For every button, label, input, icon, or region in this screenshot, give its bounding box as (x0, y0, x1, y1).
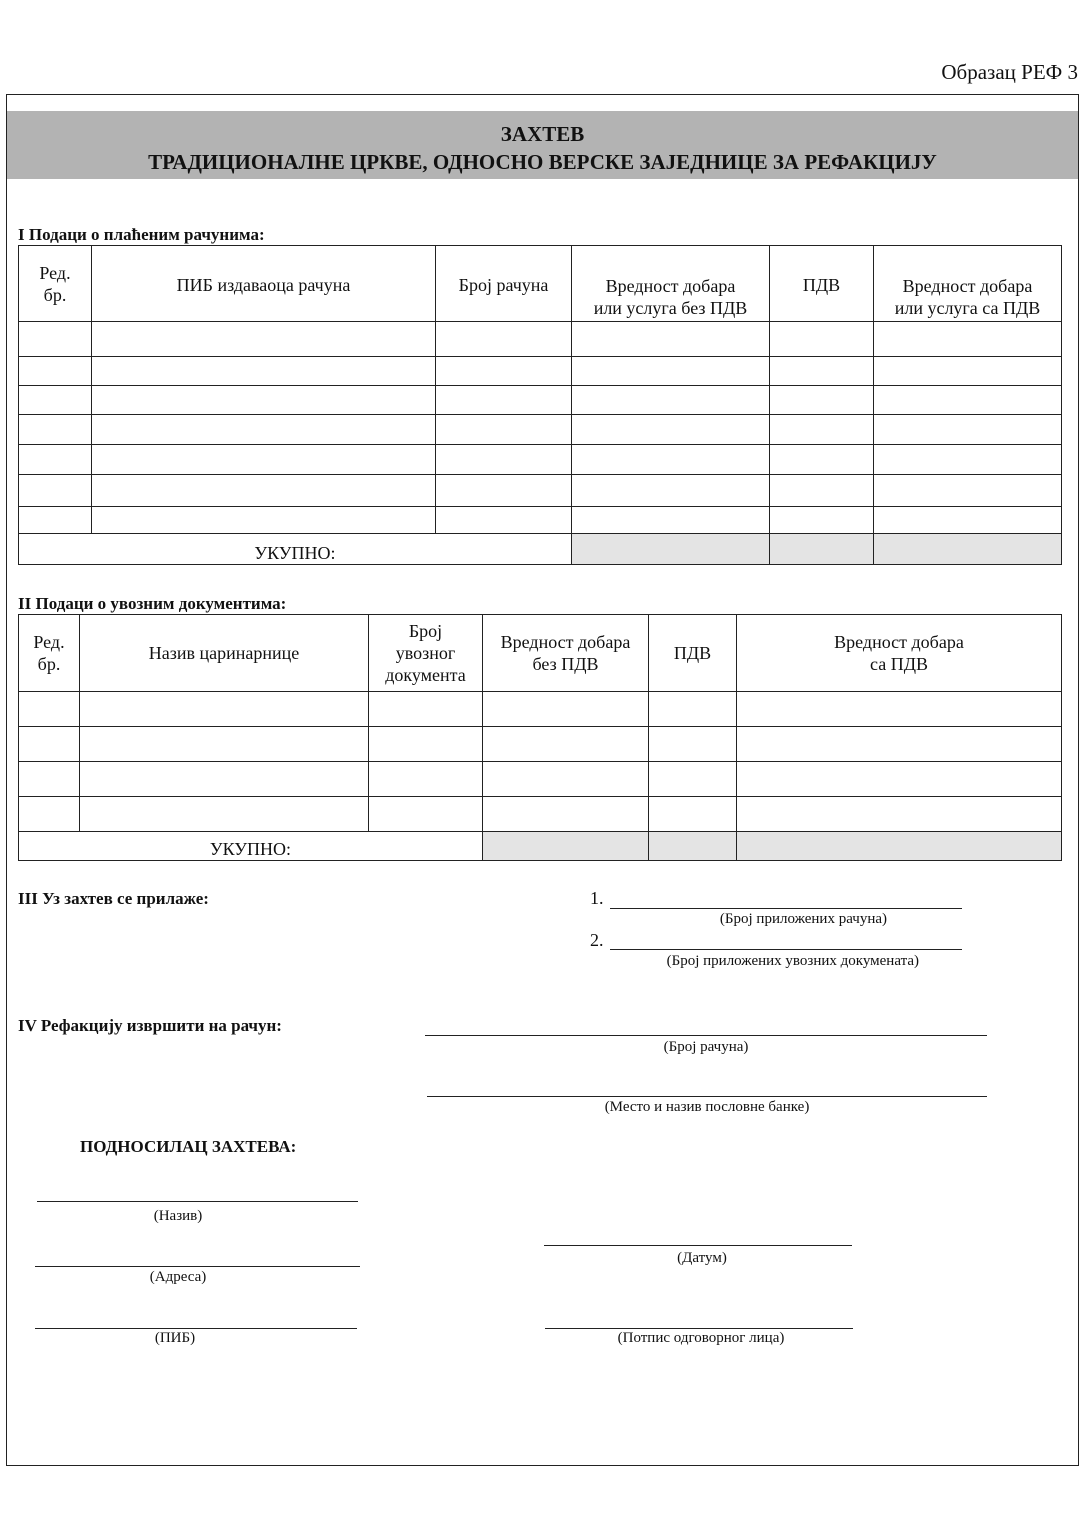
title-line-1: ЗАХТЕВ (500, 122, 585, 146)
table-row (19, 445, 1062, 475)
section-4-heading: IV Рефакцију извршити на рачун: (18, 1016, 282, 1035)
attachment-2-caption: (Број приложених увозних докумената) (666, 953, 919, 969)
applicant-pib-caption: (ПИБ) (154, 1330, 196, 1346)
total-row (19, 534, 1062, 565)
total-pdv[interactable] (770, 534, 874, 565)
form-code: Образац РЕФ 3 (941, 60, 1078, 84)
table-row (19, 797, 1062, 832)
col-header-customs: Назив царинарнице (80, 615, 369, 692)
total-pdv[interactable] (649, 832, 737, 861)
title-line-2: ТРАДИЦИОНАЛНЕ ЦРКВЕ, ОДНОСНО ВЕРСКЕ ЗАЈЕДНИЦЕ ЗА РЕФАКЦИЈУ (148, 150, 937, 174)
bank-line[interactable] (427, 1096, 987, 1097)
form-title (7, 111, 1078, 179)
attachment-1-number: 1. (590, 888, 604, 908)
date-caption: (Датум) (677, 1250, 727, 1266)
col-header-rb: Ред. бр. (19, 615, 80, 692)
total-with-vat[interactable] (874, 534, 1062, 565)
table-row (19, 386, 1062, 415)
total-without-vat[interactable] (572, 534, 770, 565)
applicant-address-line[interactable] (35, 1266, 360, 1267)
applicant-name-caption: (Назив) (153, 1208, 203, 1224)
attachment-2-number: 2. (590, 930, 604, 950)
total-without-vat[interactable] (483, 832, 649, 861)
total-with-vat[interactable] (737, 832, 1062, 861)
table-header-row (19, 246, 1062, 322)
signature-caption: (Потпис одговорног лица) (617, 1330, 785, 1346)
col-header-pib: ПИБ издаваоца рачуна (92, 246, 436, 322)
section-2-heading: II Подаци о увозним документима: (18, 594, 287, 613)
section-3-heading: III Уз захтев се прилаже: (18, 889, 209, 908)
table-row (19, 475, 1062, 507)
applicant-name-line[interactable] (37, 1201, 358, 1202)
account-number-line[interactable] (425, 1035, 987, 1036)
applicant-pib-line[interactable] (35, 1328, 357, 1329)
table-row (19, 357, 1062, 386)
col-header-without-vat: Вредност добара или услуга без ПДВ (572, 246, 770, 322)
date-line[interactable] (544, 1245, 852, 1246)
table-row (19, 727, 1062, 762)
col-header-pdv: ПДВ (649, 615, 737, 692)
table-row (19, 322, 1062, 357)
bank-caption: (Место и назив пословне банке) (604, 1099, 810, 1115)
attachment-1-caption: (Број приложених рачуна) (719, 911, 887, 927)
table-row (19, 692, 1062, 727)
table-header-row (19, 615, 1062, 692)
paid-invoices-table (18, 245, 1062, 565)
col-header-broj: Број рачуна (436, 246, 572, 322)
applicant-heading: ПОДНОСИЛАЦ ЗАХТЕВА: (80, 1137, 297, 1156)
col-header-without-vat: Вредност добара без ПДВ (483, 615, 649, 692)
attachment-2-line[interactable] (610, 949, 962, 950)
col-header-with-vat: Вредност добара са ПДВ (737, 615, 1062, 692)
table-row (19, 415, 1062, 445)
col-header-pdv: ПДВ (770, 246, 874, 322)
col-header-rb: Ред. бр. (19, 246, 92, 322)
applicant-address-caption: (Адреса) (149, 1269, 207, 1285)
total-row (19, 832, 1062, 861)
signature-line[interactable] (545, 1328, 853, 1329)
section-1-heading: I Подаци о плаћеним рачунима: (18, 225, 265, 244)
table-row (19, 762, 1062, 797)
total-label: УКУПНО: (19, 832, 483, 861)
attachment-1-line[interactable] (610, 908, 962, 909)
import-documents-table (18, 614, 1062, 861)
total-label: УКУПНО: (19, 534, 572, 565)
table-row (19, 507, 1062, 534)
account-number-caption: (Број рачуна) (663, 1039, 749, 1055)
col-header-with-vat: Вредност добара или услуга са ПДВ (874, 246, 1062, 322)
col-header-doc-number: Број увозног документа (369, 615, 483, 692)
